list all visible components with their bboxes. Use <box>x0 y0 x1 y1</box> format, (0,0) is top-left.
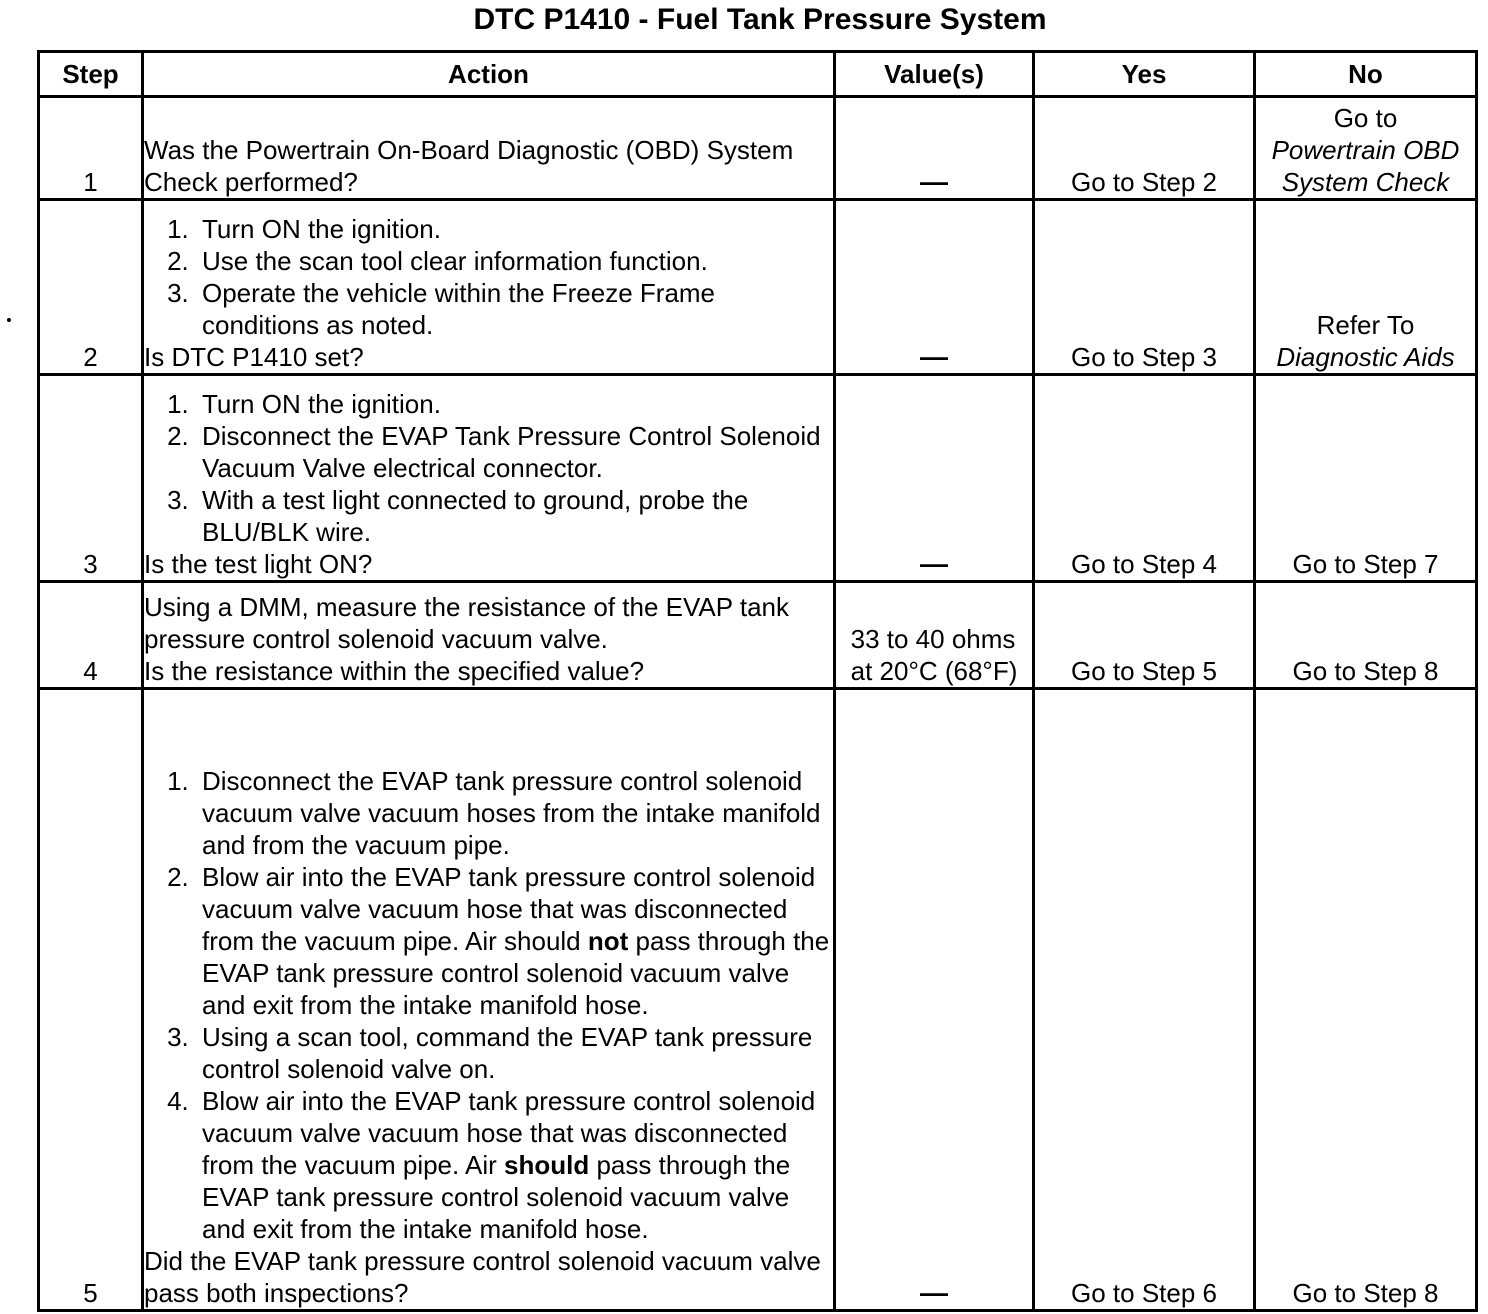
value-cell <box>835 689 1034 1311</box>
page-title: DTC P1410 - Fuel Tank Pressure System <box>473 3 1047 36</box>
emphasis-text: should <box>504 1150 590 1180</box>
stray-mark <box>7 318 11 322</box>
value-line: at 20°C (68°F) <box>850 656 1018 686</box>
table-row <box>39 582 1477 689</box>
column-header-yes: Yes <box>1034 52 1255 97</box>
no-cell: Go to Step 8 <box>1255 582 1477 689</box>
no-text: Refer To <box>1316 310 1415 340</box>
no-cell: Go to Step 8 <box>1255 689 1477 1311</box>
table-row <box>39 97 1477 200</box>
yes-cell: Go to Step 4 <box>1034 375 1255 582</box>
column-header-action: Action <box>143 52 835 97</box>
action-step: 1. Turn ON the ignition. <box>196 388 833 420</box>
no-cell: Go to Step 7 <box>1255 375 1477 582</box>
action-step <box>196 861 833 1021</box>
value-line: 33 to 40 ohms <box>850 624 1016 654</box>
value-dash: — <box>920 166 948 197</box>
action-steps <box>144 388 833 548</box>
step-number: 4 <box>39 582 143 689</box>
action-text: Using a DMM, measure the resistance of the EVAP tank pressure control solenoid vacuum valve. <box>144 592 789 654</box>
yes-cell: Go to Step 2 <box>1034 97 1255 200</box>
step-number: 1 <box>39 97 143 200</box>
action-step: 1. Turn ON the ignition. <box>196 213 833 245</box>
action-question: Is the test light ON? <box>144 549 373 579</box>
action-step-text: pass through the EVAP tank pressure control solenoid vacuum valve and exit from the intake manifold hose. <box>202 926 830 1020</box>
step-number: 5 <box>39 689 143 1311</box>
column-header-step: Step <box>39 52 143 97</box>
table-row <box>39 200 1477 375</box>
action-step: 3. With a test light connected to ground, probe the BLU/BLK wire. <box>196 484 833 548</box>
step-number: 3 <box>39 375 143 582</box>
action-step <box>196 1085 833 1245</box>
action-cell <box>143 689 835 1311</box>
no-reference: Diagnostic Aids <box>1276 342 1455 372</box>
emphasis-text: not <box>587 926 629 956</box>
action-step-text: Blow air into the EVAP tank pressure control solenoid vacuum valve vacuum hose that was disconnected from the vacuum pipe. Air <box>202 1086 816 1180</box>
value-cell <box>835 97 1034 200</box>
action-step-text: pass through the EVAP tank pressure control solenoid vacuum valve and exit from the intake manifold hose. <box>202 1150 791 1244</box>
table-header-row <box>39 52 1477 97</box>
specified-value <box>851 623 1018 687</box>
yes-cell: Go to Step 6 <box>1034 689 1255 1311</box>
action-step: 2. Disconnect the EVAP Tank Pressure Control Solenoid Vacuum Valve electrical connector. <box>196 420 833 484</box>
value-cell <box>835 582 1034 689</box>
action-question: Is DTC P1410 set? <box>144 342 364 372</box>
action-step-text: Blow air into the EVAP tank pressure control solenoid vacuum valve vacuum hose that was disconnected from the vacuum pipe. Air should <box>202 862 816 956</box>
value-cell <box>835 375 1034 582</box>
action-cell <box>143 97 835 200</box>
no-cell <box>1255 200 1477 375</box>
action-cell <box>143 375 835 582</box>
diagnostic-table <box>37 50 1478 1312</box>
column-header-values: Value(s) <box>835 52 1034 97</box>
yes-cell: Go to Step 3 <box>1034 200 1255 375</box>
table-row <box>39 375 1477 582</box>
step-number: 2 <box>39 200 143 375</box>
value-dash: — <box>920 341 948 372</box>
action-cell <box>143 200 835 375</box>
action-steps <box>144 765 833 1245</box>
value-dash: — <box>920 548 948 579</box>
no-cell <box>1255 97 1477 200</box>
value-cell <box>835 200 1034 375</box>
value-dash: — <box>920 1277 948 1308</box>
action-step: 2. Use the scan tool clear information function. <box>196 245 833 277</box>
action-question: Did the EVAP tank pressure control solenoid vacuum valve pass both inspections? <box>144 1246 821 1308</box>
action-text: Was the Powertrain On-Board Diagnostic (OBD) System Check performed? <box>144 135 794 197</box>
action-step: 1. Disconnect the EVAP tank pressure control solenoid vacuum valve vacuum hoses from the intake manifold and from the vacuum pipe. <box>196 765 833 861</box>
action-question: Is the resistance within the specified value? <box>144 656 645 686</box>
no-text: Go to <box>1333 103 1398 133</box>
no-reference: Powertrain OBD System Check <box>1271 135 1460 197</box>
yes-cell: Go to Step 5 <box>1034 582 1255 689</box>
action-steps <box>144 213 833 341</box>
column-header-no: No <box>1255 52 1477 97</box>
action-step: 3. Using a scan tool, command the EVAP tank pressure control solenoid valve on. <box>196 1021 833 1085</box>
action-step: 3. Operate the vehicle within the Freeze Frame conditions as noted. <box>196 277 833 341</box>
table-row <box>39 689 1477 1311</box>
action-cell <box>143 582 835 689</box>
